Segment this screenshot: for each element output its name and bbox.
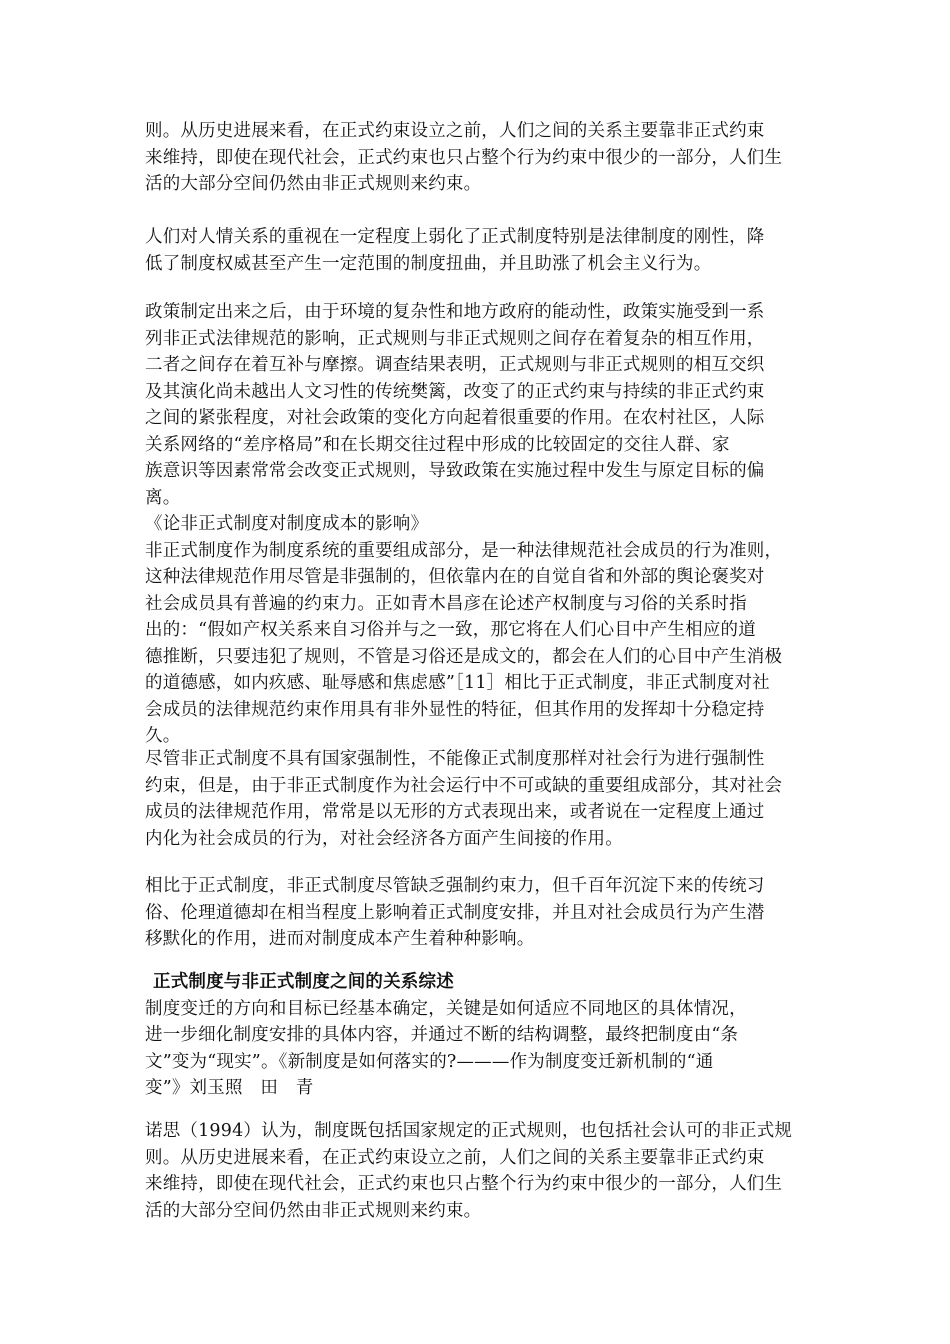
text-line: 及其演化尚未越出人文习性的传统樊篱，改变了的正式约束与持续的非正式约束 bbox=[145, 381, 765, 402]
text-line: 列非正式法律规范的影响，正式规则与非正式规则之间存在着复杂的相互作用， bbox=[145, 328, 765, 349]
text-line: 则。从历史进展来看，在正式约束设立之前，人们之间的关系主要靠非正式约束 bbox=[145, 1147, 765, 1168]
text-line: 出的：“假如产权关系来自习俗并与之一致，那它将在人们心目中产生相应的道 bbox=[145, 620, 756, 640]
text-line: 变”》刘玉照 田 青 bbox=[145, 1078, 314, 1098]
paragraph-intro-continued bbox=[145, 118, 815, 198]
text-line: 则。从历史进展来看，在正式约束设立之前，人们之间的关系主要靠非正式约束 bbox=[145, 121, 765, 141]
text-line: 关系网络的“差序格局”和在长期交往过程中形成的比较固定的交往人群、家 bbox=[145, 434, 730, 455]
text-line: 来维持，即使在现代社会，正式约束也只占整个行为约束中很少的一部分，人们生 bbox=[145, 147, 783, 168]
text-line: 族意识等因素常常会改变正式规则，导致政策在实施过程中发生与原定目标的偏 bbox=[145, 461, 765, 481]
text-line: 人们对人情关系的重视在一定程度上弱化了正式制度特别是法律制度的刚性，降 bbox=[145, 227, 765, 247]
text-line: 活的大部分空间仍然由非正式规则来约束。 bbox=[145, 174, 482, 194]
text-line: 离。 bbox=[145, 487, 181, 508]
text-line: 活的大部分空间仍然由非正式规则来约束。 bbox=[145, 1200, 482, 1221]
text-line: 约束，但是，由于非正式制度作为社会运行中不可或缺的重要组成部分，其对社会 bbox=[145, 775, 783, 796]
text-line: 成员的法律规范作用，常常是以无形的方式表现出来，或者说在一定程度上通过 bbox=[145, 802, 765, 822]
text-line: 来维持，即使在现代社会，正式约束也只占整个行为约束中很少的一部分，人们生 bbox=[145, 1174, 783, 1194]
text-line: 移默化的作用，进而对制度成本产生着种种影响。 bbox=[145, 929, 535, 949]
text-line: 俗、伦理道德却在相当程度上影响着正式制度安排，并且对社会成员行为产生潜 bbox=[145, 902, 765, 923]
section-review bbox=[145, 969, 815, 1102]
text-line: 这种法律规范作用尽管是非强制的，但依靠内在的自觉自省和外部的舆论褒奖对 bbox=[145, 567, 765, 587]
paragraph-north bbox=[145, 1118, 815, 1224]
text-line: 非正式制度作为制度系统的重要组成部分，是一种法律规范社会成员的行为准则， bbox=[145, 540, 783, 561]
text-line: 会成员的法律规范约束作用具有非外显性的特征，但其作用的发挥却十分稳定持 bbox=[145, 699, 765, 720]
text-line: 二者之间存在着互补与摩擦。调查结果表明，正式规则与非正式规则的相互交织 bbox=[145, 355, 765, 375]
paragraph-renqing bbox=[145, 224, 815, 277]
text-line: 制度变迁的方向和目标已经基本确定，关键是如何适应不同地区的具体情况， bbox=[145, 998, 747, 1019]
text-line: 久。 bbox=[145, 726, 181, 746]
text-line: 诺思（1994）认为，制度既包括国家规定的正式规则，也包括社会认可的非正式规 bbox=[145, 1121, 793, 1141]
text-line: 相比于正式制度，非正式制度尽管缺乏强制约束力，但千百年沉淀下来的传统习 bbox=[145, 876, 765, 896]
paragraph-policy bbox=[145, 299, 815, 750]
text-line: 文”变为“现实”。《新制度是如何落实的?———作为制度变迁新机制的“通 bbox=[145, 1051, 714, 1072]
text-line: 内化为社会成员的行为，对社会经济各方面产生间接的作用。 bbox=[145, 828, 623, 849]
paragraph-nonmandatory bbox=[145, 746, 815, 852]
section-heading: 正式制度与非正式制度之间的关系综述 bbox=[153, 972, 454, 992]
text-line: 政策制定出来之后，由于环境的复杂性和地方政府的能动性，政策实施受到一系 bbox=[145, 302, 765, 322]
text-line: 社会成员具有普遍的约束力。正如青木昌彦在论述产权制度与习俗的关系时指 bbox=[145, 593, 747, 614]
text-line: 之间的紧张程度，对社会政策的变化方向起着很重要的作用。在农村社区，人际 bbox=[145, 408, 765, 428]
text-line: 的道德感，如内疚感、耻辱感和焦虑感”［11］相比于正式制度，非正式制度对社 bbox=[145, 673, 770, 693]
paragraph-comparison bbox=[145, 873, 815, 953]
text-line: 进一步细化制度安排的具体内容，并通过不断的结构调整，最终把制度由“条 bbox=[145, 1025, 739, 1045]
text-line: 低了制度权威甚至产生一定范围的制度扭曲，并且助涨了机会主义行为。 bbox=[145, 253, 712, 274]
text-line: 德推断，只要违犯了规则，不管是习俗还是成文的，都会在人们的心目中产生消极 bbox=[145, 646, 783, 667]
text-line: 尽管非正式制度不具有国家强制性，不能像正式制度那样对社会行为进行强制性 bbox=[145, 749, 765, 769]
citation-title: 《论非正式制度对制度成本的影响》 bbox=[145, 514, 429, 534]
